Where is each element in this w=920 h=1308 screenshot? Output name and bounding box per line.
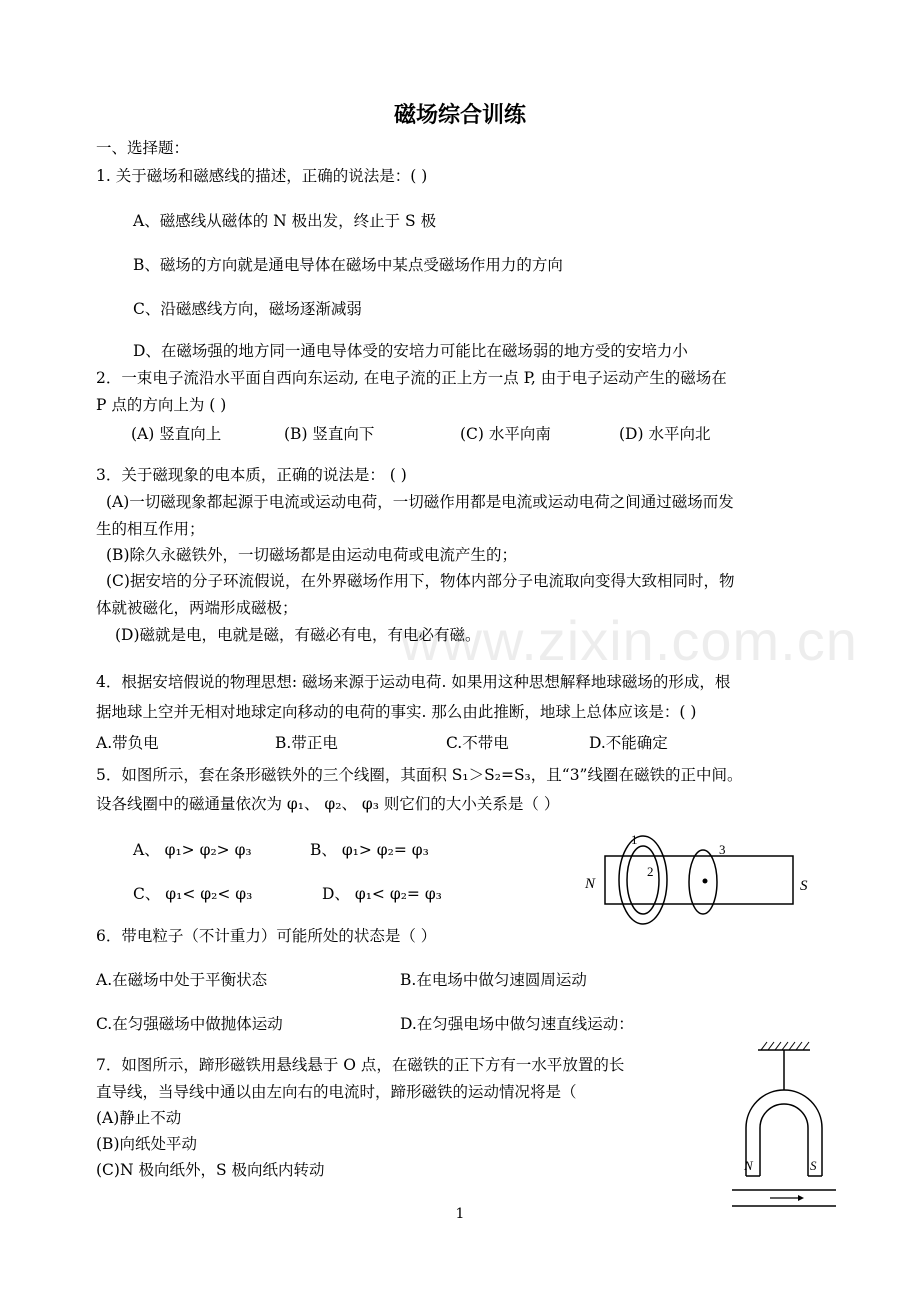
q1-option-c: C、沿磁感线方向，磁场逐渐减弱: [133, 300, 362, 318]
label-1: 1: [631, 832, 638, 847]
q3-option-c-line2: 体就被磁化，两端形成磁极；: [96, 599, 298, 617]
q7-option-c: (C)N 极向纸外，S 极向纸内转动: [96, 1161, 325, 1179]
q4-option-d: D.不能确定: [589, 734, 668, 752]
q7-stem-line1: 7．如图所示，蹄形磁铁用悬线悬于 O 点，在磁铁的正下方有一水平放置的长: [96, 1056, 625, 1074]
q6-option-c: C.在匀强磁场中做抛体运动: [96, 1015, 283, 1033]
q3-option-a-line2: 生的相互作用；: [96, 520, 205, 538]
q6-option-b: B.在电场中做匀速圆周运动: [400, 971, 587, 989]
q3-option-d: (D)磁就是电，电就是磁，有磁必有电，有电必有磁。: [115, 626, 481, 644]
q1-option-a: A、磁感线从磁体的 N 极出发，终止于 S 极: [133, 212, 437, 230]
q5-option-a: A、 φ₁> φ₂> φ₃: [133, 841, 252, 859]
q2-option-a: (A) 竖直向上: [131, 425, 222, 443]
q4-stem-line1: 4．根据安培假说的物理思想: 磁场来源于运动电荷. 如果用这种思想解释地球磁场的形成，根: [96, 673, 731, 691]
center-dot: [703, 879, 708, 884]
watermark: www.zixin.com.cn: [400, 609, 858, 672]
q3-option-a-line1: (A)一切磁现象都起源于电流或运动电荷，一切磁作用都是电流或运动电荷之间通过磁场而发: [106, 493, 734, 511]
q5-option-d: D、 φ₁< φ₂= φ₃: [322, 885, 442, 903]
q4-stem-line2: 据地球上空并无相对地球定向移动的电荷的事实. 那么由此推断，地球上总体应该是：( ): [96, 703, 697, 721]
q1-option-b: B、磁场的方向就是通电导体在磁场中某点受磁场作用力的方向: [133, 256, 563, 274]
page-number: 1: [455, 1206, 465, 1222]
q5-stem-line1: 5．如图所示，套在条形磁铁外的三个线圈，其面积 S₁＞S₂=S₃，且“3”线圈在磁铁的正中间。: [96, 766, 743, 784]
horseshoe-magnet-figure: [728, 1036, 840, 1212]
q4-option-c: C.不带电: [446, 734, 509, 752]
q7-option-b: (B)向纸处平动: [96, 1135, 197, 1153]
label-s: S: [800, 878, 808, 894]
label-n: N: [744, 1158, 753, 1173]
q2-stem-line2: P 点的方向上为 ( ): [96, 396, 227, 414]
q7-option-a: (A)静止不动: [96, 1109, 182, 1127]
q2-stem-line1: 2．一束电子流沿水平面自西向东运动, 在电子流的正上方一点 P, 由于电子运动产生的磁场在: [96, 369, 727, 387]
q5-option-c: C、 φ₁< φ₂< φ₃: [133, 885, 253, 903]
label-n: N: [585, 876, 596, 892]
q4-option-b: B.带正电: [275, 734, 338, 752]
label-2: 2: [647, 864, 654, 879]
q3-stem: 3．关于磁现象的电本质，正确的说法是： ( ): [96, 466, 407, 484]
q2-option-d: (D) 水平向北: [619, 425, 711, 443]
q2-option-b: (B) 竖直向下: [284, 425, 375, 443]
coil-1: [619, 836, 667, 924]
q5-stem-line2: 设各线圈中的磁通量依次为 φ₁、 φ₂、 φ₃ 则它们的大小关系是（ ）: [96, 795, 560, 813]
label-3: 3: [719, 842, 726, 857]
q3-option-b: (B)除久永磁铁外，一切磁场都是由运动电荷或电流产生的；: [106, 546, 517, 564]
q6-option-d: D.在匀强电场中做匀速直线运动：: [400, 1015, 634, 1033]
q3-option-c-line1: (C)据安培的分子环流假说，在外界磁场作用下，物体内部分子电流取向变得大致相同时，物: [106, 572, 735, 590]
q5-option-b: B、 φ₁> φ₂= φ₃: [310, 841, 429, 859]
q4-option-a: A.带负电: [96, 734, 159, 752]
bar-magnet-coils-figure: [575, 828, 825, 928]
section-heading: 一、选择题：: [96, 139, 190, 157]
q1-option-d: D、在磁场强的地方同一通电导体受的安培力可能比在磁场弱的地方受的安培力小: [133, 342, 688, 360]
q2-option-c: (C) 水平向南: [460, 425, 551, 443]
label-s: S: [810, 1158, 817, 1173]
q6-option-a: A.在磁场中处于平衡状态: [96, 971, 268, 989]
page-title: 磁场综合训练: [393, 103, 526, 128]
bar-magnet: [605, 856, 793, 904]
q7-stem-line2: 直导线，当导线中通以由左向右的电流时，蹄形磁铁的运动情况将是（: [96, 1083, 577, 1101]
q6-stem: 6．带电粒子（不计重力）可能所处的状态是（ ）: [96, 927, 437, 945]
magnet-inner: [760, 1104, 808, 1176]
q1-stem: 1. 关于磁场和磁感线的描述，正确的说法是：( ): [96, 167, 428, 185]
